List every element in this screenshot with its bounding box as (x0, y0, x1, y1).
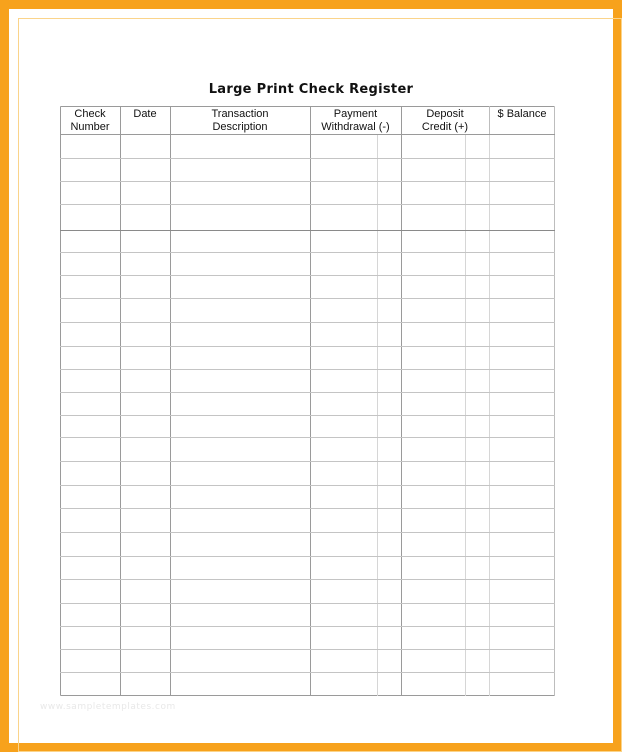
header-transaction-line1: Transaction (211, 108, 269, 120)
register-grid (60, 106, 555, 696)
header-date (120, 108, 170, 121)
header-payment-line2: Withdrawal (-) (321, 121, 390, 133)
header-balance (489, 108, 555, 121)
header-check-number-line2: Number (70, 121, 110, 133)
header-check-number-line1: Check (74, 108, 106, 120)
header-transaction-description (170, 108, 310, 134)
header-payment-withdrawal (310, 108, 401, 134)
header-deposit-line1: Deposit (426, 108, 464, 120)
header-check-number (60, 108, 120, 134)
header-transaction-line2: Description (212, 121, 268, 133)
header-deposit-credit (401, 108, 489, 134)
watermark-text: www.sampletemplates.com (40, 702, 176, 712)
header-balance-line1: $ Balance (497, 108, 547, 120)
header-deposit-line2: Credit (+) (421, 121, 469, 133)
register-title: Large Print Check Register (208, 82, 414, 97)
check-register-table (60, 106, 555, 696)
header-payment-line1: Payment (333, 108, 378, 120)
header-date-line1: Date (133, 108, 157, 120)
